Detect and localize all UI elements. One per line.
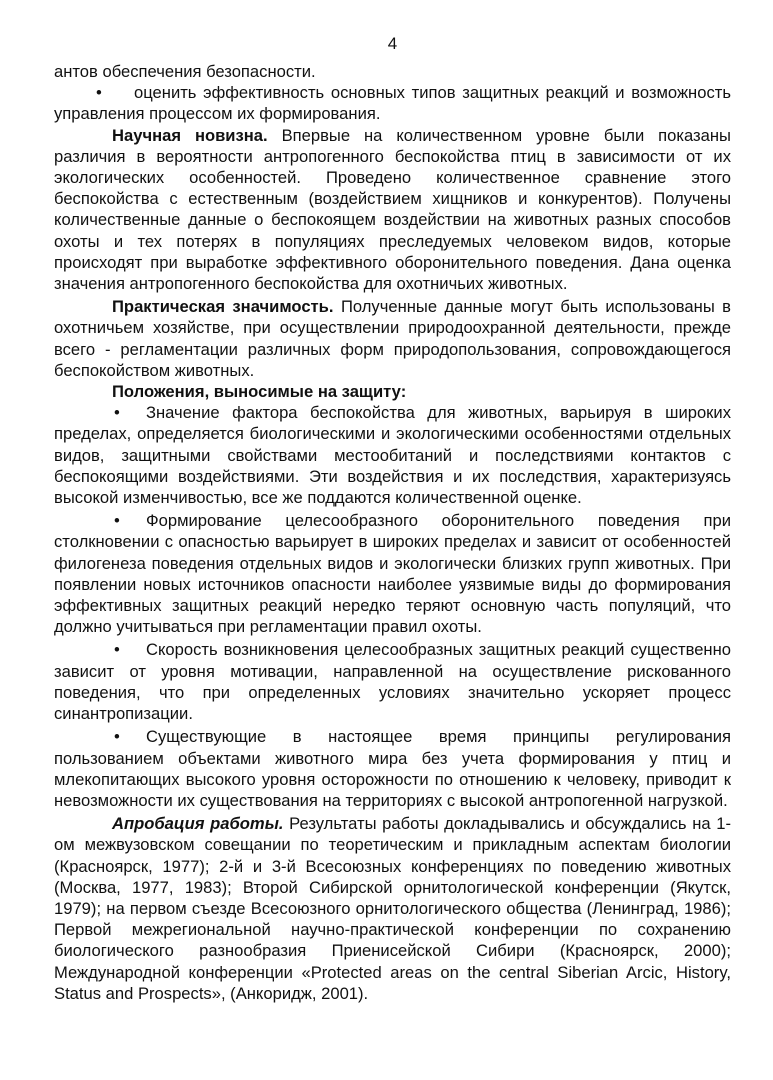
novelty-text: Впервые на количественном уровне были показаны различия в вероятности антропогенного беспокойства птиц в зависимости от их экологических особенностей. Проведено количественное сравнение этого беспокойства с естественным (воздействием хищников и конкурентов). Получены количественные данные о беспокоящем воздействии на животных разных способов охоты и тех потерях в популяциях преследуемых человеком видов, которые происходят при выработке эффективного оборонительного поведения. Дана оценка значения антропогенного беспокойства для охотничьих животных. bbox=[54, 125, 731, 294]
bullet-icon: • bbox=[114, 727, 120, 747]
thesis-item bbox=[54, 510, 731, 637]
thesis-item bbox=[54, 726, 731, 811]
approbation-paragraph bbox=[54, 813, 731, 1004]
thesis-text: Значение фактора беспокойства для животных, варьируя в широких пределах, определяется биологическими и экологическими особенностями отдельных видов, защитными свойствами местообитаний и последствиями контактов с беспокоящими воздействиями. Эти воздействия и их последствия, характеризуясь высокой изменчивостью, все же поддаются количественной оценке. bbox=[54, 403, 731, 508]
practical-paragraph bbox=[54, 296, 731, 381]
page-number: 4 bbox=[387, 34, 398, 53]
approbation-title: Апробация работы. bbox=[112, 814, 284, 834]
bullet-icon: • bbox=[114, 640, 120, 660]
theses-heading: Положения, выносимые на защиту: bbox=[112, 382, 407, 402]
thesis-item bbox=[54, 639, 731, 724]
thesis-text: Существующие в настоящее время принципы регулирования пользованием объектами животного мира без учета формирования у птиц и млекопитающих высокого уровня осторожности по отношению к человеку, приводит к невозможности их существования на территориях с высокой антропогенной нагрузкой. bbox=[54, 727, 731, 810]
thesis-item bbox=[54, 402, 731, 508]
bullet-icon: • bbox=[114, 403, 120, 423]
task-bullet-text: оценить эффективность основных типов защитных реакций и возможность управления процессом их формирования. bbox=[54, 83, 731, 124]
task-bullet bbox=[54, 82, 731, 124]
intro-line: антов обеспечения безопасности. bbox=[54, 62, 316, 81]
thesis-text: Формирование целесообразного оборонительного поведения при столкновении с опасностью варьирует в широких пределах и зависит от особенностей филогенеза поведения отдельных видов и экологически близких групп животных. При появлении новых источников опасности наиболее уязвимые виды до формирования эффективных защитных реакций нередко теряют основную часть популяций, что должно учитываться при регламентации правил охоты. bbox=[54, 511, 731, 637]
page-content bbox=[54, 61, 731, 1004]
thesis-text: Скорость возникновения целесообразных защитных реакций существенно зависит от уровня мотивации, направленной на осуществление рискованного поведения, что при определенных условиях значительно ускоряет процесс синантропизации. bbox=[54, 640, 731, 724]
approbation-text: Результаты работы докладывались и обсуждались на 1-ом межвузовском совещании по теоретическим и прикладным аспектам биологии (Красноярск, 1977); 2-й и 3-й Всесоюзных конференциях по поведению животных (Москва, 1977, 1983); Второй Сибирской орнитологической конференции (Якутск, 1979); на первом съезде Всесоюзного орнитологического общества (Ленинград, 1986); Первой межрегиональной научно-практической конференции по сохранению биологического разнообразия Приенисейской Сибири (Красноярск, 2000); Международной конференции «Protected areas on the central Siberian Arcic, History, Status and Prospects», (Анкоридж, 2001). bbox=[54, 814, 731, 1003]
bullet-icon: • bbox=[96, 83, 102, 103]
novelty-paragraph bbox=[54, 125, 731, 295]
novelty-title: Научная новизна. bbox=[112, 125, 268, 145]
practical-text: Полученные данные могут быть использованы в охотничьем хозяйстве, при осуществлении природоохранной деятельности, прежде всего - регламентации различных форм природопользования, сопровождающегося беспокойством животных. bbox=[54, 297, 731, 380]
bullet-icon: • bbox=[114, 511, 120, 531]
practical-title: Практическая значимость. bbox=[112, 297, 334, 317]
